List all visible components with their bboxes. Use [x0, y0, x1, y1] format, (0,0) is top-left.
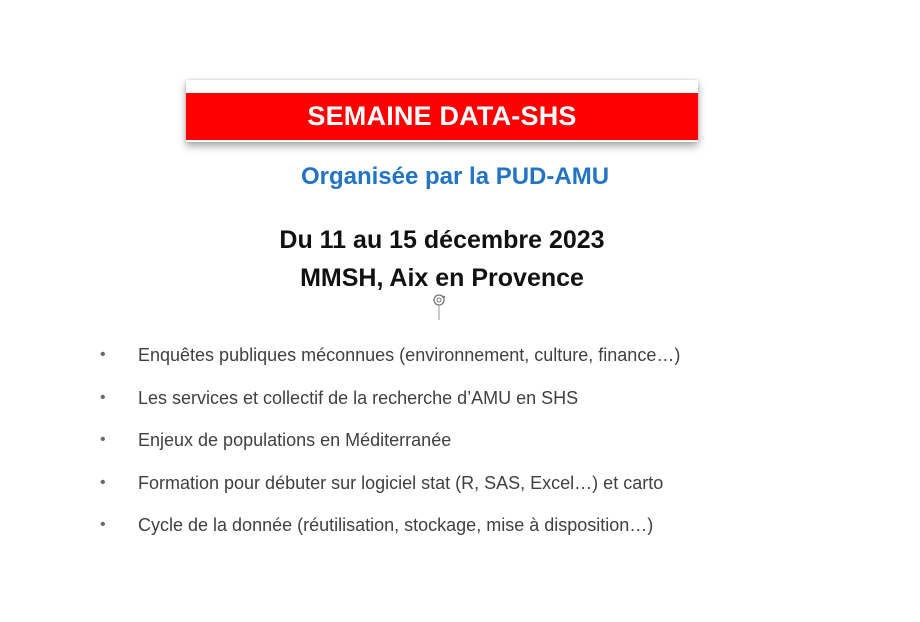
bullet-dot: •: [100, 431, 106, 448]
banner-title: SEMAINE DATA-SHS: [307, 101, 577, 131]
list-item: [100, 383, 880, 426]
organiser-line: Organisée par la PUD-AMU: [300, 163, 610, 190]
bullet-dot: •: [100, 473, 106, 491]
list-item-text: Enquêtes publiques méconnues (environnement, culture, finance…): [138, 345, 681, 365]
list-item-text: Cycle de la donnée (réutilisation, stockage, mise à disposition…): [138, 515, 654, 535]
bullet-dot: •: [100, 346, 106, 363]
list-item: [100, 468, 880, 511]
topic-list: [100, 340, 880, 553]
event-place: MMSH, Aix en Provence: [300, 264, 584, 292]
list-item: [100, 510, 880, 553]
rotate-handle-icon[interactable]: [432, 293, 446, 321]
list-item: [100, 425, 880, 468]
list-item: [100, 340, 880, 383]
bullet-dot: •: [100, 388, 106, 406]
title-banner[interactable]: [186, 93, 698, 140]
bullet-dot: •: [100, 516, 106, 533]
event-dates: Du 11 au 15 décembre 2023: [279, 226, 605, 254]
list-item-text: Formation pour débuter sur logiciel stat (R, SAS, Excel…) et carto: [138, 472, 664, 493]
list-item-text: Enjeux de populations en Méditerranée: [138, 430, 452, 450]
list-item-text: Les services et collectif de la recherche d’AMU en SHS: [138, 387, 579, 408]
